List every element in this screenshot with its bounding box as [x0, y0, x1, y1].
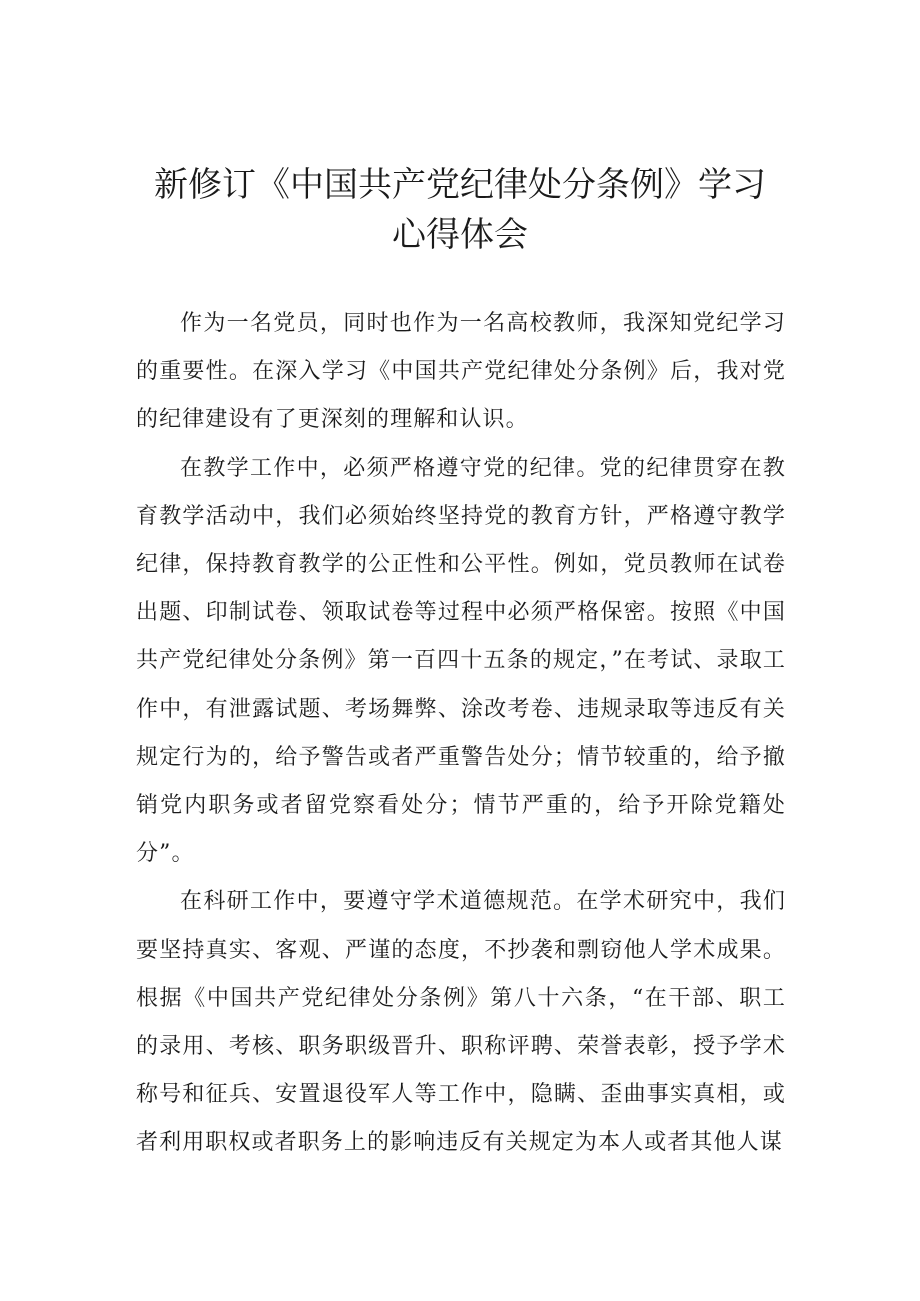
paragraph-teaching: 在教学工作中，必须严格遵守党的纪律。党的纪律贯穿在教育教学活动中，我们必须始终坚持党的教育方针，严格遵守教学纪律，保持教育教学的公正性和公平性。例如，党员教师在试卷出题、印制试卷、领取试卷等过程中必须严格保密。按照《中国共产党纪律处分条例》第一百四十五条的规定，”在考试、录取工作中，有泄露试题、考场舞弊、涂改考卷、违规录取等违反有关规定行为的，给予警告或者严重警告处分；情节较重的，给予撤销党内职务或者留党察看处分；情节严重的，给予开除党籍处分”。 — [136, 455, 786, 867]
paragraph-research: 在科研工作中，要遵守学术道德规范。在学术研究中，我们要坚持真实、客观、严谨的态度，不抄袭和剽窃他人学术成果。根据《中国共产党纪律处分条例》第八十六条，“在干部、职工的录用、考核、职务职级晋升、职称评聘、荣誉表彰，授予学术称号和征兵、安置退役军人等工作中，隐瞒、歪曲事实真相，或者利用职权或者职务上的影响违反有关规定为本人或者其他人谋 — [136, 889, 786, 1156]
document-body — [136, 300, 786, 1168]
title-line-2: 心得体会 — [392, 215, 528, 255]
document-title — [100, 160, 820, 260]
title-line-1: 新修订《中国共产党纪律处分条例》学习 — [154, 165, 766, 205]
paragraph-intro: 作为一名党员，同时也作为一名高校教师，我深知党纪学习的重要性。在深入学习《中国共产党纪律处分条例》后，我对党的纪律建设有了更深刻的理解和认识。 — [136, 311, 786, 433]
